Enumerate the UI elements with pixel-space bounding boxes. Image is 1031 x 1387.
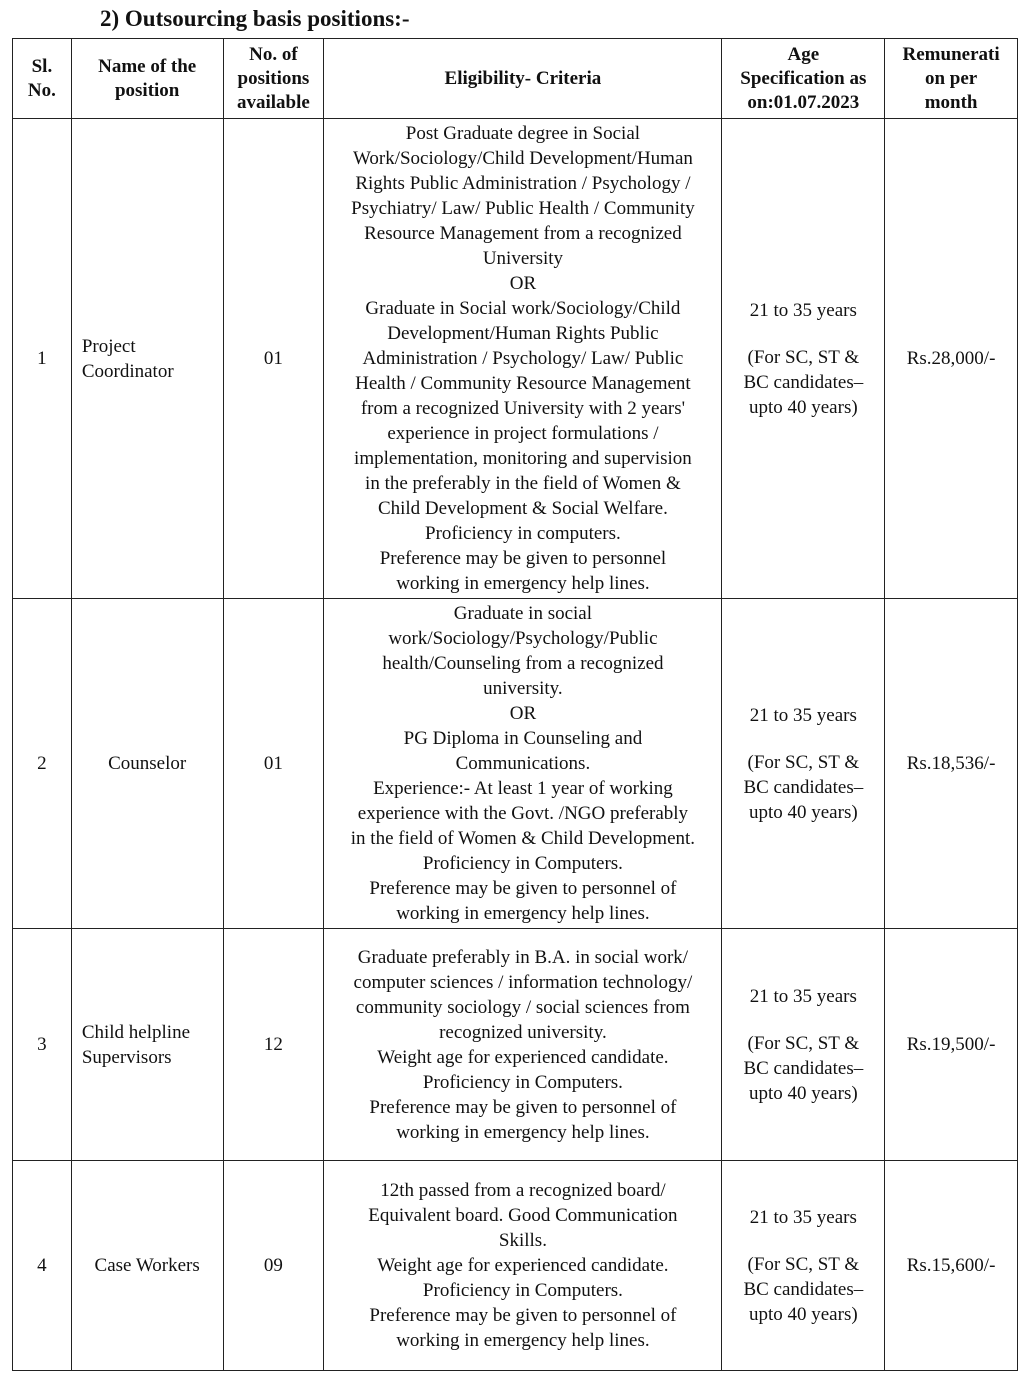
text-line: OR <box>509 273 537 294</box>
text-line: Rights Public Administration / Psychology / <box>355 173 691 194</box>
text-line: No. of <box>249 43 298 65</box>
text-line: No. <box>27 79 56 101</box>
row-eligibility <box>324 119 722 599</box>
text-line: Equivalent board. Good Communication <box>368 1205 678 1226</box>
row-age <box>722 119 885 599</box>
text-line: Graduate in Social work/Sociology/Child <box>365 298 681 319</box>
text-line: from a recognized University with 2 years' <box>360 398 686 419</box>
text-line: upto 40 years) <box>748 801 858 823</box>
table-header-row <box>13 39 1018 119</box>
text-line <box>726 1009 880 1031</box>
text-line: BC candidates– <box>743 1278 864 1300</box>
text-line: BC candidates– <box>743 371 864 393</box>
text-line: (For SC, ST & <box>747 751 860 773</box>
text-line: 12th passed from a recognized board/ <box>380 1180 666 1201</box>
text-line: Development/Human Rights Public <box>387 323 659 344</box>
text-line: (For SC, ST & <box>747 1032 860 1054</box>
row-sl: 4 <box>13 1161 72 1371</box>
text-line: university. <box>483 678 563 699</box>
header-age <box>722 39 885 119</box>
text-line <box>726 323 880 345</box>
text-line: (For SC, ST & <box>747 346 860 368</box>
text-line: Proficiency in Computers. <box>422 1280 623 1301</box>
text-line: Preference may be given to personnel of <box>369 1096 677 1118</box>
text-line: upto 40 years) <box>748 1303 858 1325</box>
text-line: Name of the <box>98 55 197 77</box>
row-position-name <box>71 119 223 599</box>
text-line: Preference may be given to personnel of <box>369 1305 677 1326</box>
row-eligibility <box>324 1161 722 1371</box>
text-line: Sl. <box>31 55 53 77</box>
row-position-name <box>71 1161 223 1371</box>
header-count <box>223 39 324 119</box>
text-line <box>726 1230 880 1252</box>
text-line: Weight age for experienced candidate. <box>377 1046 669 1068</box>
header-eligibility <box>324 39 722 119</box>
text-line: on per <box>924 67 978 89</box>
text-line: 21 to 35 years <box>749 1206 857 1228</box>
text-line: implementation, monitoring and supervision <box>354 448 692 469</box>
text-line: computer sciences / information technology/ <box>353 971 693 993</box>
text-line: recognized university. <box>439 1021 607 1043</box>
text-line: Proficiency in computers. <box>425 523 621 544</box>
text-line: Project <box>81 335 136 357</box>
text-line: Counselor <box>108 753 187 774</box>
text-line: 21 to 35 years <box>749 985 857 1007</box>
text-line: Proficiency in Computers. <box>422 1071 623 1093</box>
header-sl <box>13 39 72 119</box>
text-line: Preference may be given to personnel <box>379 548 667 569</box>
row-age <box>722 599 885 929</box>
text-line: month <box>924 91 978 113</box>
text-line: Coordinator <box>81 360 174 382</box>
header-name <box>71 39 223 119</box>
table-row <box>13 1161 1018 1371</box>
text-line: BC candidates– <box>743 776 864 798</box>
text-line: Psychiatry/ Law/ Public Health / Community <box>351 198 695 219</box>
text-line: upto 40 years) <box>748 1082 858 1104</box>
text-line: (For SC, ST & <box>747 1253 860 1275</box>
row-remuneration: Rs.19,500/- <box>885 929 1018 1161</box>
text-line: working in emergency help lines. <box>396 1121 650 1143</box>
text-line: Eligibility- Criteria <box>444 67 602 89</box>
text-line: Skills. <box>498 1230 547 1251</box>
text-line: in the field of Women & Child Development. <box>350 828 696 849</box>
row-remuneration: Rs.28,000/- <box>885 119 1018 599</box>
text-line: available <box>237 91 310 113</box>
text-line: Remunerati <box>902 43 1000 65</box>
text-line: Preference may be given to personnel of <box>369 878 677 899</box>
row-positions-count: 01 <box>223 599 324 929</box>
positions-table <box>12 38 1018 1371</box>
text-line: in the preferably in the field of Women & <box>365 473 681 494</box>
text-line: health/Counseling from a recognized <box>382 653 664 674</box>
text-line: working in emergency help lines. <box>396 1330 650 1351</box>
row-age <box>722 929 885 1161</box>
text-line: PG Diploma in Counseling and <box>403 728 643 749</box>
row-sl: 3 <box>13 929 72 1161</box>
text-line: University <box>482 248 564 269</box>
text-line: Work/Sociology/Child Development/Human <box>352 148 693 169</box>
text-line: Specification as <box>740 67 867 89</box>
row-remuneration: Rs.15,600/- <box>885 1161 1018 1371</box>
text-line: experience with the Govt. /NGO preferably <box>357 803 689 824</box>
text-line: on:01.07.2023 <box>747 91 860 113</box>
text-line: Child helpline <box>81 1021 191 1043</box>
text-line <box>726 728 880 750</box>
text-line: Communications. <box>455 753 591 774</box>
text-line: Resource Management from a recognized <box>364 223 682 244</box>
text-line: Graduate in social <box>453 603 593 624</box>
table-row <box>13 929 1018 1161</box>
text-line: Graduate preferably in B.A. in social work/ <box>357 946 689 968</box>
section-title: 2) Outsourcing basis positions:- <box>100 6 410 31</box>
row-positions-count: 09 <box>223 1161 324 1371</box>
row-remuneration: Rs.18,536/- <box>885 599 1018 929</box>
text-line: working in emergency help lines. <box>396 903 650 924</box>
text-line: 21 to 35 years <box>749 299 857 321</box>
text-line: Case Workers <box>94 1255 200 1276</box>
row-sl: 2 <box>13 599 72 929</box>
text-line: positions <box>237 67 310 89</box>
row-position-name <box>71 929 223 1161</box>
text-line: Administration / Psychology/ Law/ Public <box>362 348 684 369</box>
text-line: Experience:- At least 1 year of working <box>373 778 673 799</box>
header-pay <box>885 39 1018 119</box>
text-line: Post Graduate degree in Social <box>405 123 641 144</box>
text-line: position <box>114 79 180 101</box>
row-sl: 1 <box>13 119 72 599</box>
text-line: 21 to 35 years <box>749 704 857 726</box>
table-row <box>13 119 1018 599</box>
text-line: experience in project formulations / <box>387 423 659 444</box>
text-line: Weight age for experienced candidate. <box>377 1255 669 1276</box>
text-line: Child Development & Social Welfare. <box>377 498 668 519</box>
text-line: Supervisors <box>81 1046 172 1068</box>
text-line: working in emergency help lines. <box>396 573 650 594</box>
row-positions-count: 12 <box>223 929 324 1161</box>
text-line: OR <box>509 703 537 724</box>
text-line: Age <box>787 43 820 65</box>
text-line: community sociology / social sciences from <box>355 996 690 1018</box>
row-eligibility <box>324 929 722 1161</box>
table-row <box>13 599 1018 929</box>
text-line: Health / Community Resource Management <box>355 373 691 394</box>
text-line: work/Sociology/Psychology/Public <box>388 628 658 649</box>
row-positions-count: 01 <box>223 119 324 599</box>
text-line: Proficiency in Computers. <box>422 853 623 874</box>
row-eligibility <box>324 599 722 929</box>
row-position-name <box>71 599 223 929</box>
row-age <box>722 1161 885 1371</box>
text-line: BC candidates– <box>743 1057 864 1079</box>
text-line: upto 40 years) <box>748 396 858 418</box>
